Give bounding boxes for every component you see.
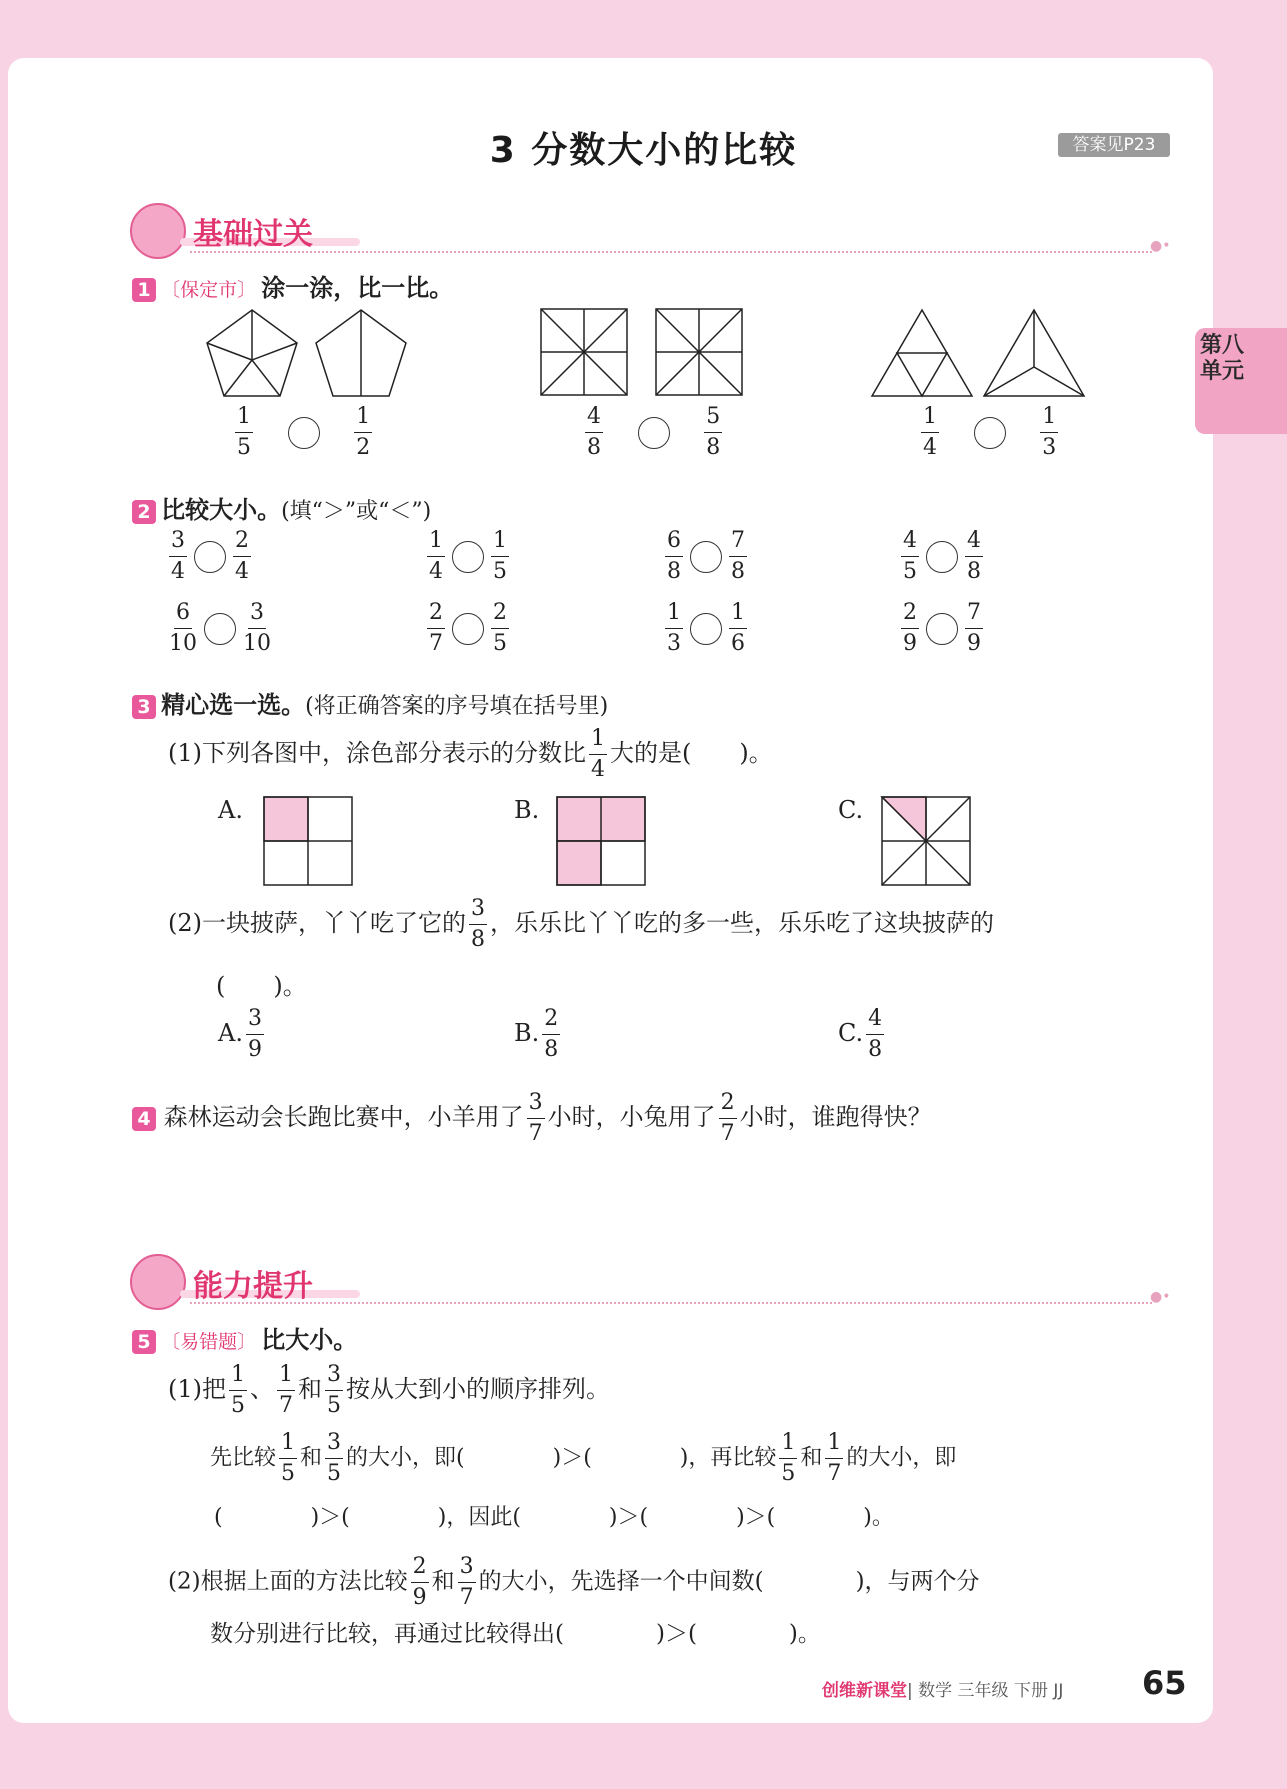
q1-compare-2 [582,406,725,459]
square-8-parts-right[interactable] [656,309,742,395]
page-number: 65 [1142,1664,1187,1702]
question-3-header [132,685,608,720]
q2-item: $\frac{2}{7}$ $\frac{2}{5}$ [429,600,507,656]
section-heading-basic: 基础过关 [193,217,313,252]
question-number: 3 [132,695,156,719]
option-a-label[interactable]: A. [218,796,243,824]
triangle-3-parts[interactable] [984,310,1084,396]
question-number: 5 [132,1330,156,1354]
footer-book: | 数学 三年级 下册 JJ [907,1681,1064,1701]
divider-dots-icon: ●• [1150,238,1171,254]
q5-part2-line2[interactable]: 数分别进行比较，再通过比较得出( )＞( )。 [210,1621,821,1647]
q2-item: $\frac{4}{5}$ $\frac{4}{8}$ [903,528,981,584]
option-c[interactable]: C. $\frac{4}{8}$ [838,1006,883,1062]
question-4: 4 森林运动会长跑比赛中，小羊用了 $\frac{3}{7}$ 小时，小兔用了 $\frac{2}{7}$ 小时，谁跑得快？ [132,1092,932,1145]
footer-brand: 创维新课堂 [822,1681,907,1701]
question-5-header [132,1320,357,1355]
answer-reference-badge: 答案见P23 [1058,133,1170,157]
fraction: $\frac{1}{5}$ [237,404,251,460]
q2-item: $\frac{2}{9}$ $\frac{7}{9}$ [903,600,981,656]
answer-circle[interactable] [452,613,484,645]
question-text: 涂一涂，比一比。 [261,274,454,302]
section-heading-advanced: 能力提升 [193,1269,313,1304]
answer-circle[interactable] [204,613,236,645]
question-tag: 〔保定市〕 [161,279,257,301]
answer-circle[interactable] [690,541,722,573]
option-b-label[interactable]: B. [514,796,540,824]
q2-item: $\frac{1}{4}$ $\frac{1}{5}$ [429,528,507,584]
fraction: $\frac{5}{8}$ [706,404,721,460]
fraction: $\frac{4}{8}$ [587,404,601,460]
q3-part1: (1)下列各图中，涂色部分表示的分数比 $\frac{1}{4}$ 大的是( )。 [168,726,773,782]
q5-part2[interactable]: (2)根据上面的方法比较 $\frac{2}{9}$ 和 $\frac{3}{7}$ 的大小，先选择一个中间数( )，与两个分 [168,1554,980,1610]
option-b[interactable]: B. $\frac{2}{8}$ [514,1006,559,1062]
answer-circle[interactable] [690,613,722,645]
answer-circle[interactable] [452,541,484,573]
q2-item: $\frac{6}{10}$ $\frac{3}{10}$ [169,600,271,656]
fraction: $\frac{1}{4}$ [591,726,605,782]
q2-item: $\frac{1}{3}$ $\frac{1}{6}$ [667,600,745,656]
fraction: $\frac{1}{2}$ [356,404,371,460]
fraction: $\frac{3}{8}$ [471,896,485,952]
question-number: 1 [132,278,156,302]
option-b-figure[interactable] [557,797,645,885]
fraction: $\frac{1}{4}$ [923,404,937,460]
question-text: 精心选一选。 [161,691,306,719]
question-text: 比较大小。 [161,496,282,524]
q2-item: $\frac{3}{4}$ $\frac{2}{4}$ [171,528,249,584]
question-note: (将正确答案的序号填在括号里) [305,694,609,719]
answer-circle[interactable] [638,417,670,449]
question-tag: 〔易错题〕 [161,1331,257,1353]
answer-circle[interactable] [288,417,320,449]
question-2-header [132,490,431,525]
page-title: 3 分数大小的比较 [489,130,798,171]
question-note: (填“＞”或“＜”) [281,499,432,524]
question-text: 比大小。 [261,1326,358,1354]
option-a-figure[interactable] [264,797,352,885]
answer-circle[interactable] [926,541,958,573]
pentagon-5-parts[interactable] [207,310,297,396]
option-c-label[interactable]: C. [838,796,864,824]
section-divider [190,1302,1152,1304]
q2-item: $\frac{6}{8}$ $\frac{7}{8}$ [667,528,745,584]
question-number: 4 [132,1107,156,1131]
q5-part1-line3[interactable]: ( )＞( )，因此( )＞( )＞( )。 [214,1505,894,1530]
footer-info [822,1676,1063,1701]
answer-circle[interactable] [974,417,1006,449]
q1-compare-1 [232,406,375,459]
q3-part2-blank[interactable]: ( )。 [216,972,307,1000]
fraction: $\frac{1}{3}$ [1042,404,1057,460]
answer-circle[interactable] [926,613,958,645]
q5-part1: (1)把 $\frac{1}{5}$ 、 $\frac{1}{7}$ 和 $\frac{3}{5}$ 按从大到小的顺序排列。 [168,1362,610,1418]
q1-compare-3 [918,406,1061,459]
option-c-figure[interactable] [882,797,970,885]
question-number: 2 [132,500,156,524]
square-8-parts-left[interactable] [541,309,627,395]
pentagon-2-parts[interactable] [316,310,406,396]
answer-circle[interactable] [194,541,226,573]
triangle-4-parts[interactable] [872,310,972,396]
mascot-icon [130,1254,186,1310]
divider-dots-icon: ●• [1150,1289,1171,1305]
q5-part1-line2[interactable]: 先比较 $\frac{1}{5}$ 和 $\frac{3}{5}$ 的大小，即( )＞( )，再比较 $\frac{1}{5}$ 和 $\frac{1}{7}$ 的大小，即 [210,1430,957,1486]
unit-side-tab-label: 第八单元 [1199,333,1244,384]
option-a[interactable]: A. $\frac{3}{9}$ [218,1006,262,1062]
q3-part2: (2)一块披萨，丫丫吃了它的 $\frac{3}{8}$ ，乐乐比丫丫吃的多一些，乐乐吃了这块披萨的 [168,896,994,952]
